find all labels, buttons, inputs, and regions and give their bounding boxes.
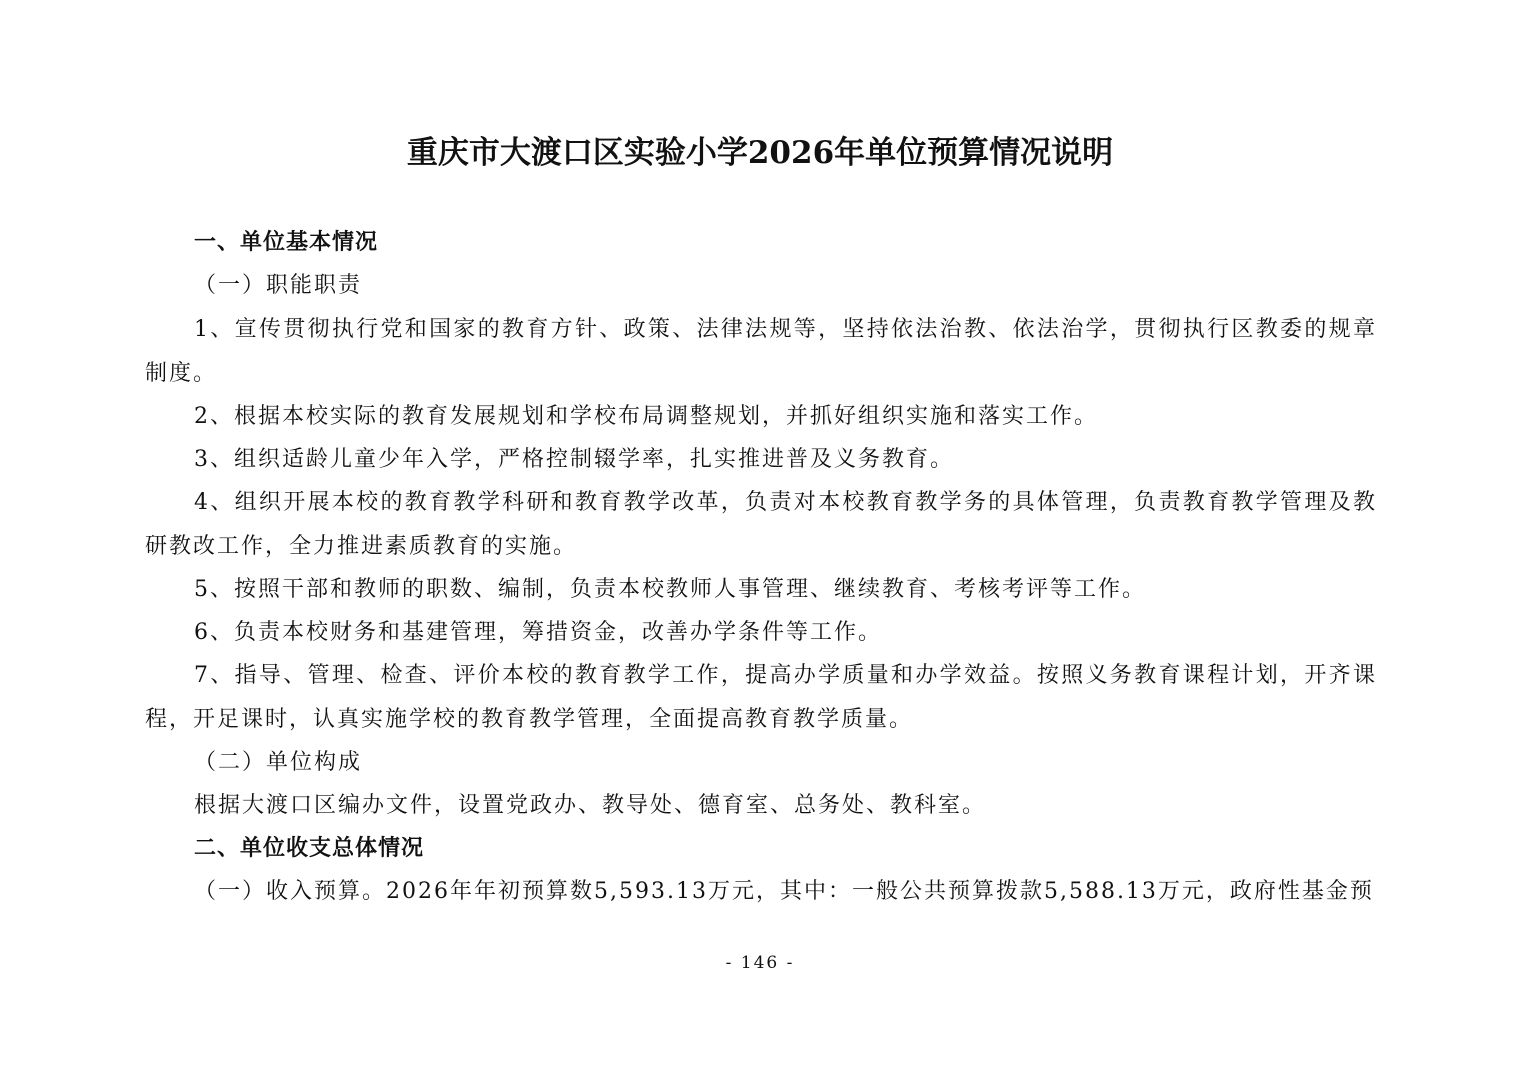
function-item-4: 4、组织开展本校的教育教学科研和教育教学改革，负责对本校教育教学务的具体管理，负责教育教学管理及教研教改工作，全力推进素质教育的实施。 xyxy=(145,490,1377,559)
page-number: - 146 - xyxy=(725,953,795,973)
function-item-7: 7、指导、管理、检查、评价本校的教育教学工作，提高办学质量和办学效益。按照义务教育课程计划，开齐课程，开足课时，认真实施学校的教育教学管理，全面提高教育教学质量。 xyxy=(145,663,1377,732)
function-item-3: 3、组织适龄儿童少年入学，严格控制辍学率，扎实推进普及义务教育。 xyxy=(194,447,954,472)
subsection-heading-functions: （一）职能职责 xyxy=(194,273,363,298)
document-title: 重庆市大渡口区实验小学2026年单位预算情况说明 xyxy=(406,135,1114,171)
composition-text: 根据大渡口区编办文件，设置党政办、教导处、德育室、总务处、教科室。 xyxy=(194,793,987,818)
subsection-heading-composition: （二）单位构成 xyxy=(194,750,363,775)
function-item-5: 5、按照干部和教师的职数、编制，负责本校教师人事管理、继续教育、考核考评等工作。 xyxy=(194,577,1147,602)
section-heading-budget-overview: 二、单位收支总体情况 xyxy=(194,836,425,861)
function-item-6: 6、负责本校财务和基建管理，筹措资金，改善办学条件等工作。 xyxy=(194,620,882,645)
income-budget-text: （一）收入预算。2026年年初预算数5,593.13万元，其中：一般公共预算拨款5,588.13万元，政府性基金预 xyxy=(194,879,1374,904)
section-heading-basic-info: 一、单位基本情况 xyxy=(194,230,379,255)
function-item-2: 2、根据本校实际的教育发展规划和学校布局调整规划，并抓好组织实施和落实工作。 xyxy=(194,404,1098,429)
function-item-1: 1、宣传贯彻执行党和国家的教育方针、政策、法律法规等，坚持依法治教、依法治学，贯彻执行区教委的规章制度。 xyxy=(145,317,1377,386)
